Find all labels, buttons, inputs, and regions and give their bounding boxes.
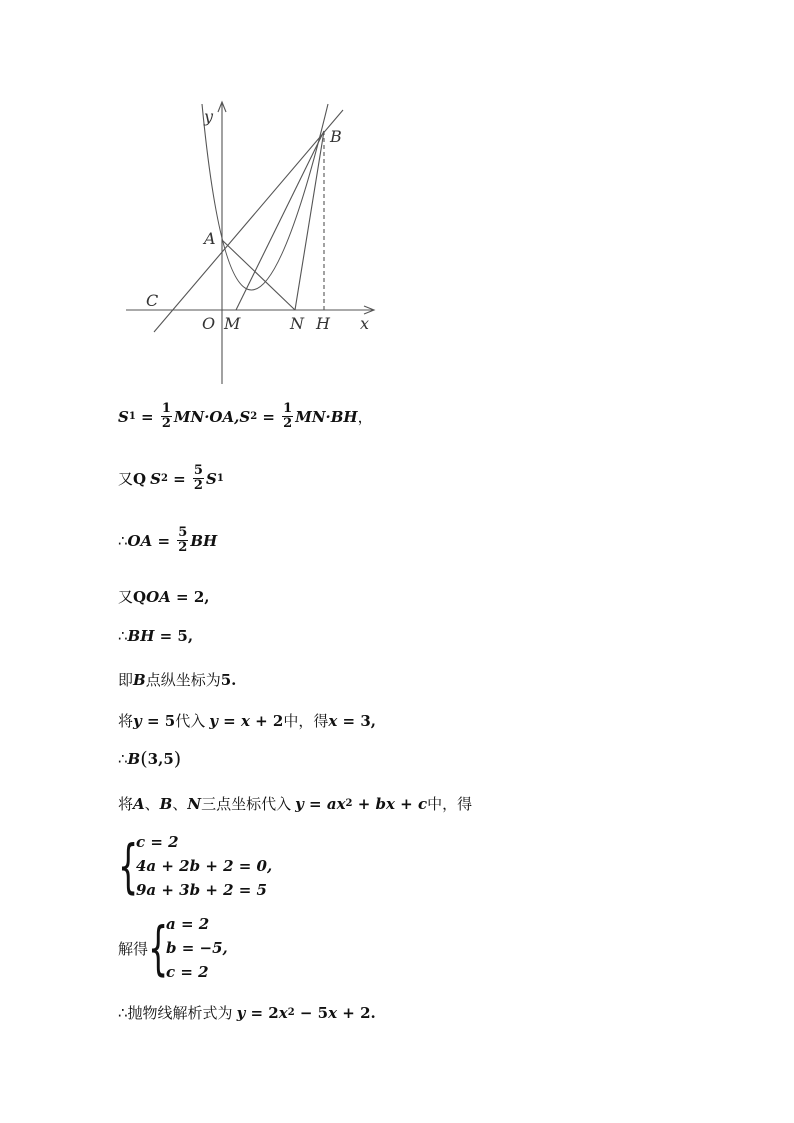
label-h: H bbox=[316, 314, 330, 333]
equation-oa-bh: ∴ OA = $\frac{5}{2}$ BH bbox=[118, 525, 218, 555]
label-y: y bbox=[204, 107, 214, 126]
line-c bbox=[154, 110, 343, 332]
label-m: M bbox=[224, 314, 241, 333]
equation-area-definitions: S 1 = $\frac{1}{2}$ MN·OA, S 2 = $\frac{1}{2}$ MN·BH ， bbox=[118, 401, 373, 431]
conclusion-parabola: ∴ 抛物线解析式为 y = 2 x 2 − 5 x + 2. bbox=[118, 1003, 376, 1022]
equation-system: { c = 2 4a + 2b + 2 = 0, 9a + 3b + 2 = 5 bbox=[118, 832, 273, 900]
statement-substitute: 将 y = 5 代入 y = x + 2 中，得 x = 3, bbox=[118, 711, 376, 730]
label-a: A bbox=[204, 229, 216, 248]
statement-b-coordinates: ∴ B ( 3,5 ) bbox=[118, 748, 182, 770]
label-b: B bbox=[330, 127, 342, 146]
segment-nb bbox=[295, 131, 324, 310]
label-o: O bbox=[202, 314, 216, 333]
equation-area-ratio: 又 Q S 2 = $\frac{5}{2}$ S 1 bbox=[118, 463, 224, 493]
parabola bbox=[202, 104, 328, 290]
statement-b-ordinate: 即 B 点纵坐标为 5. bbox=[118, 670, 237, 689]
parabola-diagram bbox=[118, 96, 388, 386]
label-n: N bbox=[290, 314, 304, 333]
statement-substitute-points: 将 A 、 B 、 N 三点坐标代入 y = ax 2 + bx + c 中，得 bbox=[118, 794, 473, 813]
equation-bh-value: ∴ BH = 5, bbox=[118, 627, 194, 645]
solution-system: 解得 { a = 2 b = −5, c = 2 bbox=[118, 914, 228, 982]
label-c: C bbox=[146, 291, 159, 310]
equation-oa-value: 又 Q OA = 2, bbox=[118, 587, 210, 606]
label-x: x bbox=[360, 314, 370, 333]
segment-an bbox=[222, 240, 295, 310]
